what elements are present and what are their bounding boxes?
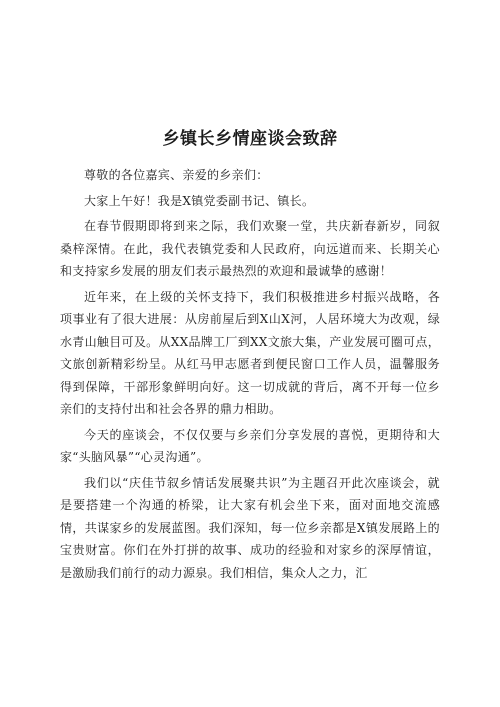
purpose-paragraph: 今天的座谈会，不仅仅要与乡亲们分享发展的喜悦，更期待和大家“头脑风暴”“心灵沟通”。 bbox=[60, 427, 440, 464]
document-title: 乡镇长乡情座谈会致辞 bbox=[162, 129, 338, 149]
welcome-paragraph: 在春节假期即将到来之际，我们欢聚一堂，共庆新春新岁，同叙桑梓深情。在此，我代表镇党委和人民政府，向远道而来、长期关心和支持家乡发展的朋友们表示最热烈的欢迎和最诚挚的感谢！ bbox=[60, 219, 440, 278]
greeting-paragraph: 大家上午好！我是X镇党委副书记、镇长。 bbox=[84, 193, 315, 208]
achievements-paragraph: 近年来，在上级的关怀支持下，我们积极推进乡村振兴战略，各项事业有了很大进展：从房前屋后到X山X河，人居环境大为改观，绿水青山触目可及。从XX品牌工厂到XX文旅大集，产业发展可圈可点，文旅创新精彩纷呈。从红马甲志愿者到便民窗口工作人员，温馨服务得到保障，干部形象鲜明向好。这一切成就的背后，离不开每一位乡亲们的支持付出和社会各界的鼎力相助。 bbox=[60, 289, 440, 416]
theme-paragraph: 我们以“庆佳节叙乡情话发展聚共识”为主题召开此次座谈会，就是要搭建一个沟通的桥梁，让大家有机会坐下来，面对面地交流感情，共谋家乡的发展蓝图。我们深知，每一位乡亲都是X镇发展路上的宝贵财富。你们在外打拼的故事、成功的经验和对家乡的深厚情谊，是激励我们前行的动力源泉。我们相信，集众人之力，汇 bbox=[60, 475, 440, 580]
salutation: 尊敬的各位嘉宾、亲爱的乡亲们： bbox=[84, 168, 269, 182]
